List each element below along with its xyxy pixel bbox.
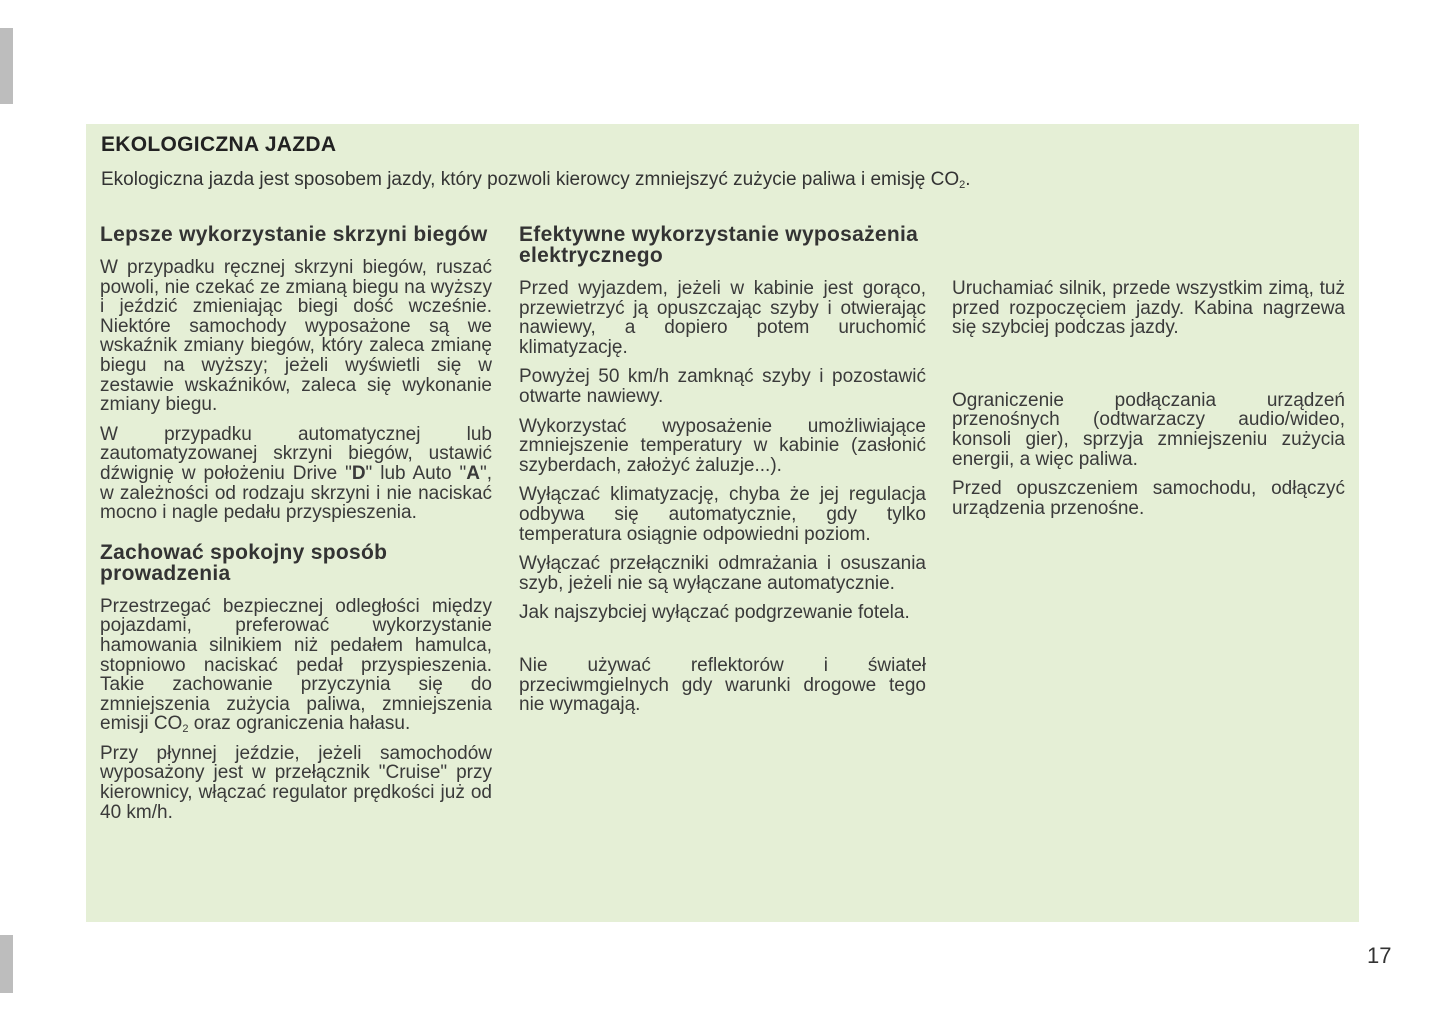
paragraph-defrost-switches: Wyłączać przełączniki odmrażania i osuszania szyb, jeżeli nie są wyłączane automatycznie. [519,553,926,594]
paragraph-start-engine: Uruchamiać silnik, przede wszystkim zimą, tuż przed rozpoczęciem jazdy. Kabina nagrzewa się szybciej podczas jazdy. [952,278,1345,339]
paragraph-seat-heating: Jak najszybciej wyłączać podgrzewanie fotela. [519,602,910,624]
paragraph-cruise-control: Przy płynnej jeździe, jeżeli samochodów wyposażony jest w przełącznik "Cruise" przy kierownicy, włączać regulator prędkości już od 40 km/h. [100,742,492,823]
column-3 [952,279,1345,528]
heading-calm-driving: Zachować spokojny sposób prowadzenia [100,540,388,585]
paragraph-close-windows: Powyżej 50 km/h zamknąć szyby i pozostawić otwarte nawiewy. [519,366,926,407]
paragraph-ventilate: Przed wyjazdem, jeżeli w kabinie jest gorąco, przewietrzyć ją opuszczając szyby i otwierając nawiewy, a dopiero potem uruchomić klimatyzację. [519,278,926,358]
eco-driving-box [86,124,1359,922]
paragraph-disconnect-devices: Przed opuszczeniem samochodu, odłączyć urządzenia przenośne. [952,478,1345,519]
paragraph-portable-devices: Ograniczenie podłączania urządzeń przenośnych (odtwarzaczy audio/wideo, konsoli gier), sprzyja zmniejszeniu zużycia energii, a więc paliwa. [952,389,1345,470]
paragraph-fog-lights: Nie używać reflektorów i świateł przeciwmgielnych gdy warunki drogowe tego nie wymagają. [519,654,926,716]
edge-tab-bottom [0,935,13,993]
paragraph-reduce-temperature: Wykorzystać wyposażenie umożliwiające zmniejszenie temperatury w kabinie (zasłonić szyberdach, założyć żaluzje...). [519,415,926,476]
heading-gearbox: Lepsze wykorzystanie skrzyni biegów [100,223,488,246]
intro-text: Ekologiczna jazda jest sposobem jazdy, który pozwoli kierowcy zmniejszyć zużycie paliwa i emisję $CO_2$. [101,169,971,191]
edge-tab-top [0,28,13,104]
heading-electrical-equipment: Efektywne wykorzystanie wyposażenia elektrycznego [519,223,919,267]
column-1 [100,224,492,832]
column-2 [519,224,926,725]
paragraph-automatic-gearbox: W przypadku automatycznej lub zautomatyzowanej skrzyni biegów, ustawić dźwignię w położeniu Drive "D" lub Auto "A", w zależności od rodzaju skrzyni i nie naciskać mocno i nagle pedału przyspieszenia. [100,423,492,524]
paragraph-safe-distance: Przestrzegać bezpiecznej odległości między pojazdami, preferować wykorzystanie hamowania silnikiem niż pedałem hamulca, stopniowo naciskać pedał przyspieszenia. Takie zachowanie przyczynia się do zmniejszenia zużycia paliwa, zmniejszenia emisji $CO_2$ oraz ograniczenia hałasu. [100,595,492,736]
paragraph-air-conditioning: Wyłączać klimatyzację, chyba że jej regulacja odbywa się automatycznie, gdy tylko temperatura osiągnie odpowiedni poziom. [519,484,926,545]
section-title: EKOLOGICZNA JAZDA [101,133,337,156]
paragraph-manual-gearbox: W przypadku ręcznej skrzyni biegów, ruszać powoli, nie czekać ze zmianą biegu na wyższy i jeździć zmieniając biegi dość wcześnie. Niektóre samochody wyposażone są we wskaźnik zmiany biegów, który zaleca zmianę biegu na wyższy; jeżeli wyświetli się w zestawie wskaźników, zaleca się wykonanie zmiany biegu. [100,257,492,416]
page-number: 17 [1367,943,1392,968]
